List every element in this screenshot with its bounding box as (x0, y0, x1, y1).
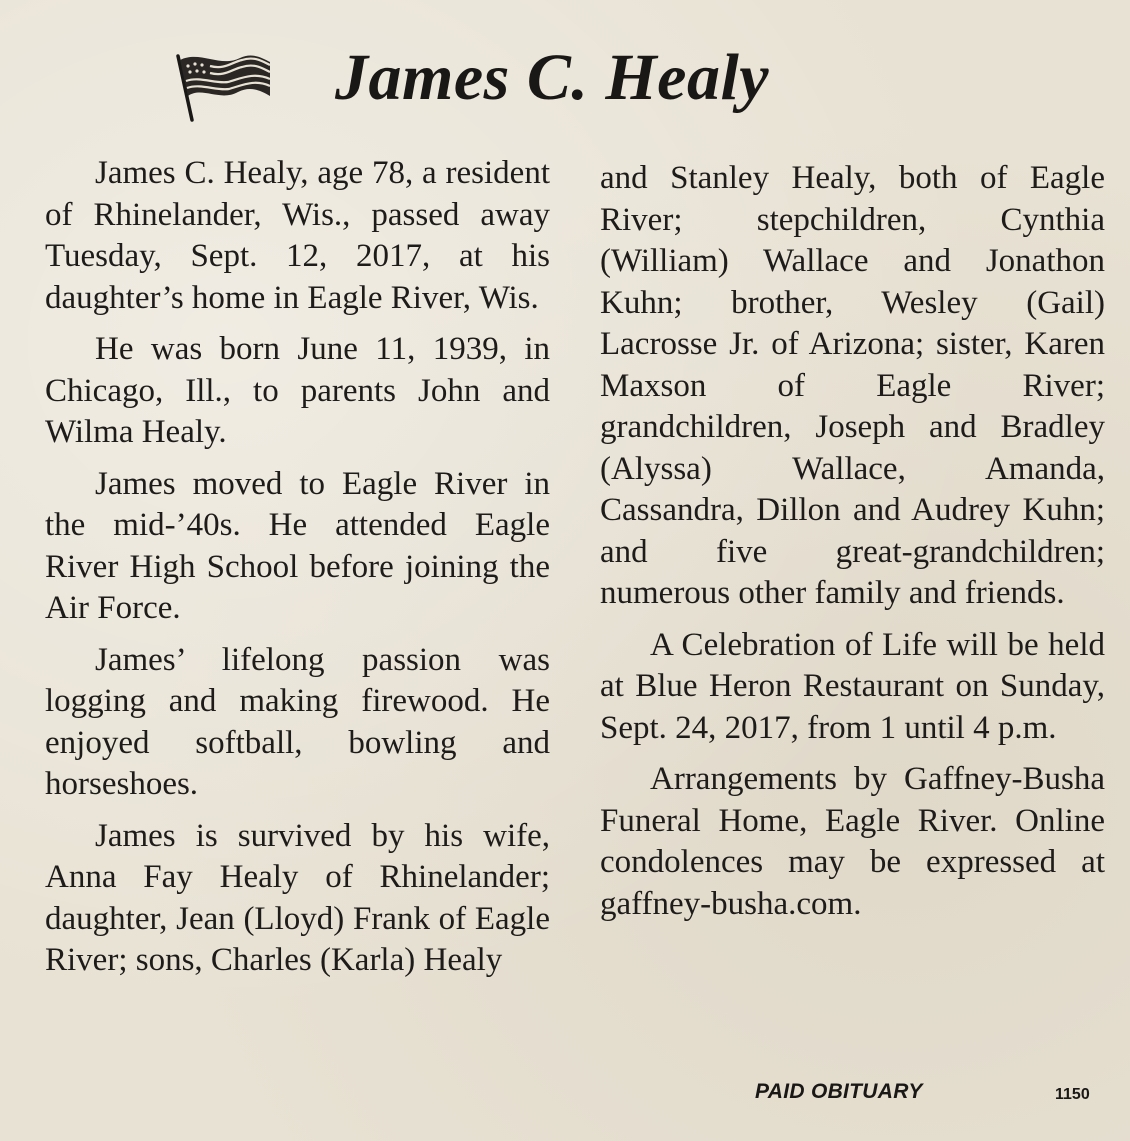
paragraph-early-life: James moved to Eagle River in the mid-’40s. He attended Eagle River High School before joining the Air Force. (45, 465, 550, 626)
paragraph-celebration: A Celebration of Life will be held at Blue Heron Restaurant on Sunday, Sept. 24, 2017, from 1 until 4 p.m. (600, 626, 1105, 746)
obituary-header (0, 38, 1130, 128)
obituary-title: James C. Healy (335, 41, 770, 114)
paragraph-survivors-continued: and Stanley Healy, both of Eagle River; stepchildren, Cynthia (William) Wallace and Jonathon Kuhn; brother, Wesley (Gail) Lacrosse Jr. of Arizona; sister, Karen Maxson of Eagle River; grandchildren, Joseph and Bradley (Alyssa) Wallace, Amanda, Cassandra, Dillon and Audrey Kuhn; and five great-grandchildren; numerous other family and friends. (600, 160, 1105, 611)
american-flag-icon (170, 46, 272, 122)
paragraph-hobbies: James’ lifelong passion was logging and making firewood. He enjoyed softball, bowling and horseshoes. (45, 641, 550, 802)
paragraph-intro: James C. Healy, age 78, a resident of Rhinelander, Wis., passed away Tuesday, Sept. 12, 2017, at his daughter’s home in Eagle River, Wis. (45, 155, 550, 316)
paid-obituary-label: PAID OBITUARY (755, 1080, 923, 1103)
paragraph-arrangements: Arrangements by Gaffney-Busha Funeral Home, Eagle River. Online condolences may be expressed at gaffney-busha.com. (600, 761, 1105, 922)
ad-code-number: 1150 (1055, 1086, 1090, 1103)
left-text-column (45, 153, 550, 992)
paragraph-birth: He was born June 11, 1939, in Chicago, Ill., to parents John and Wilma Healy. (45, 331, 550, 450)
paragraph-survivors: James is survived by his wife, Anna Fay Healy of Rhinelander; daughter, Jean (Lloyd) Frank of Eagle River; sons, Charles (Karla) Healy (45, 817, 550, 978)
right-text-column (600, 158, 1105, 935)
